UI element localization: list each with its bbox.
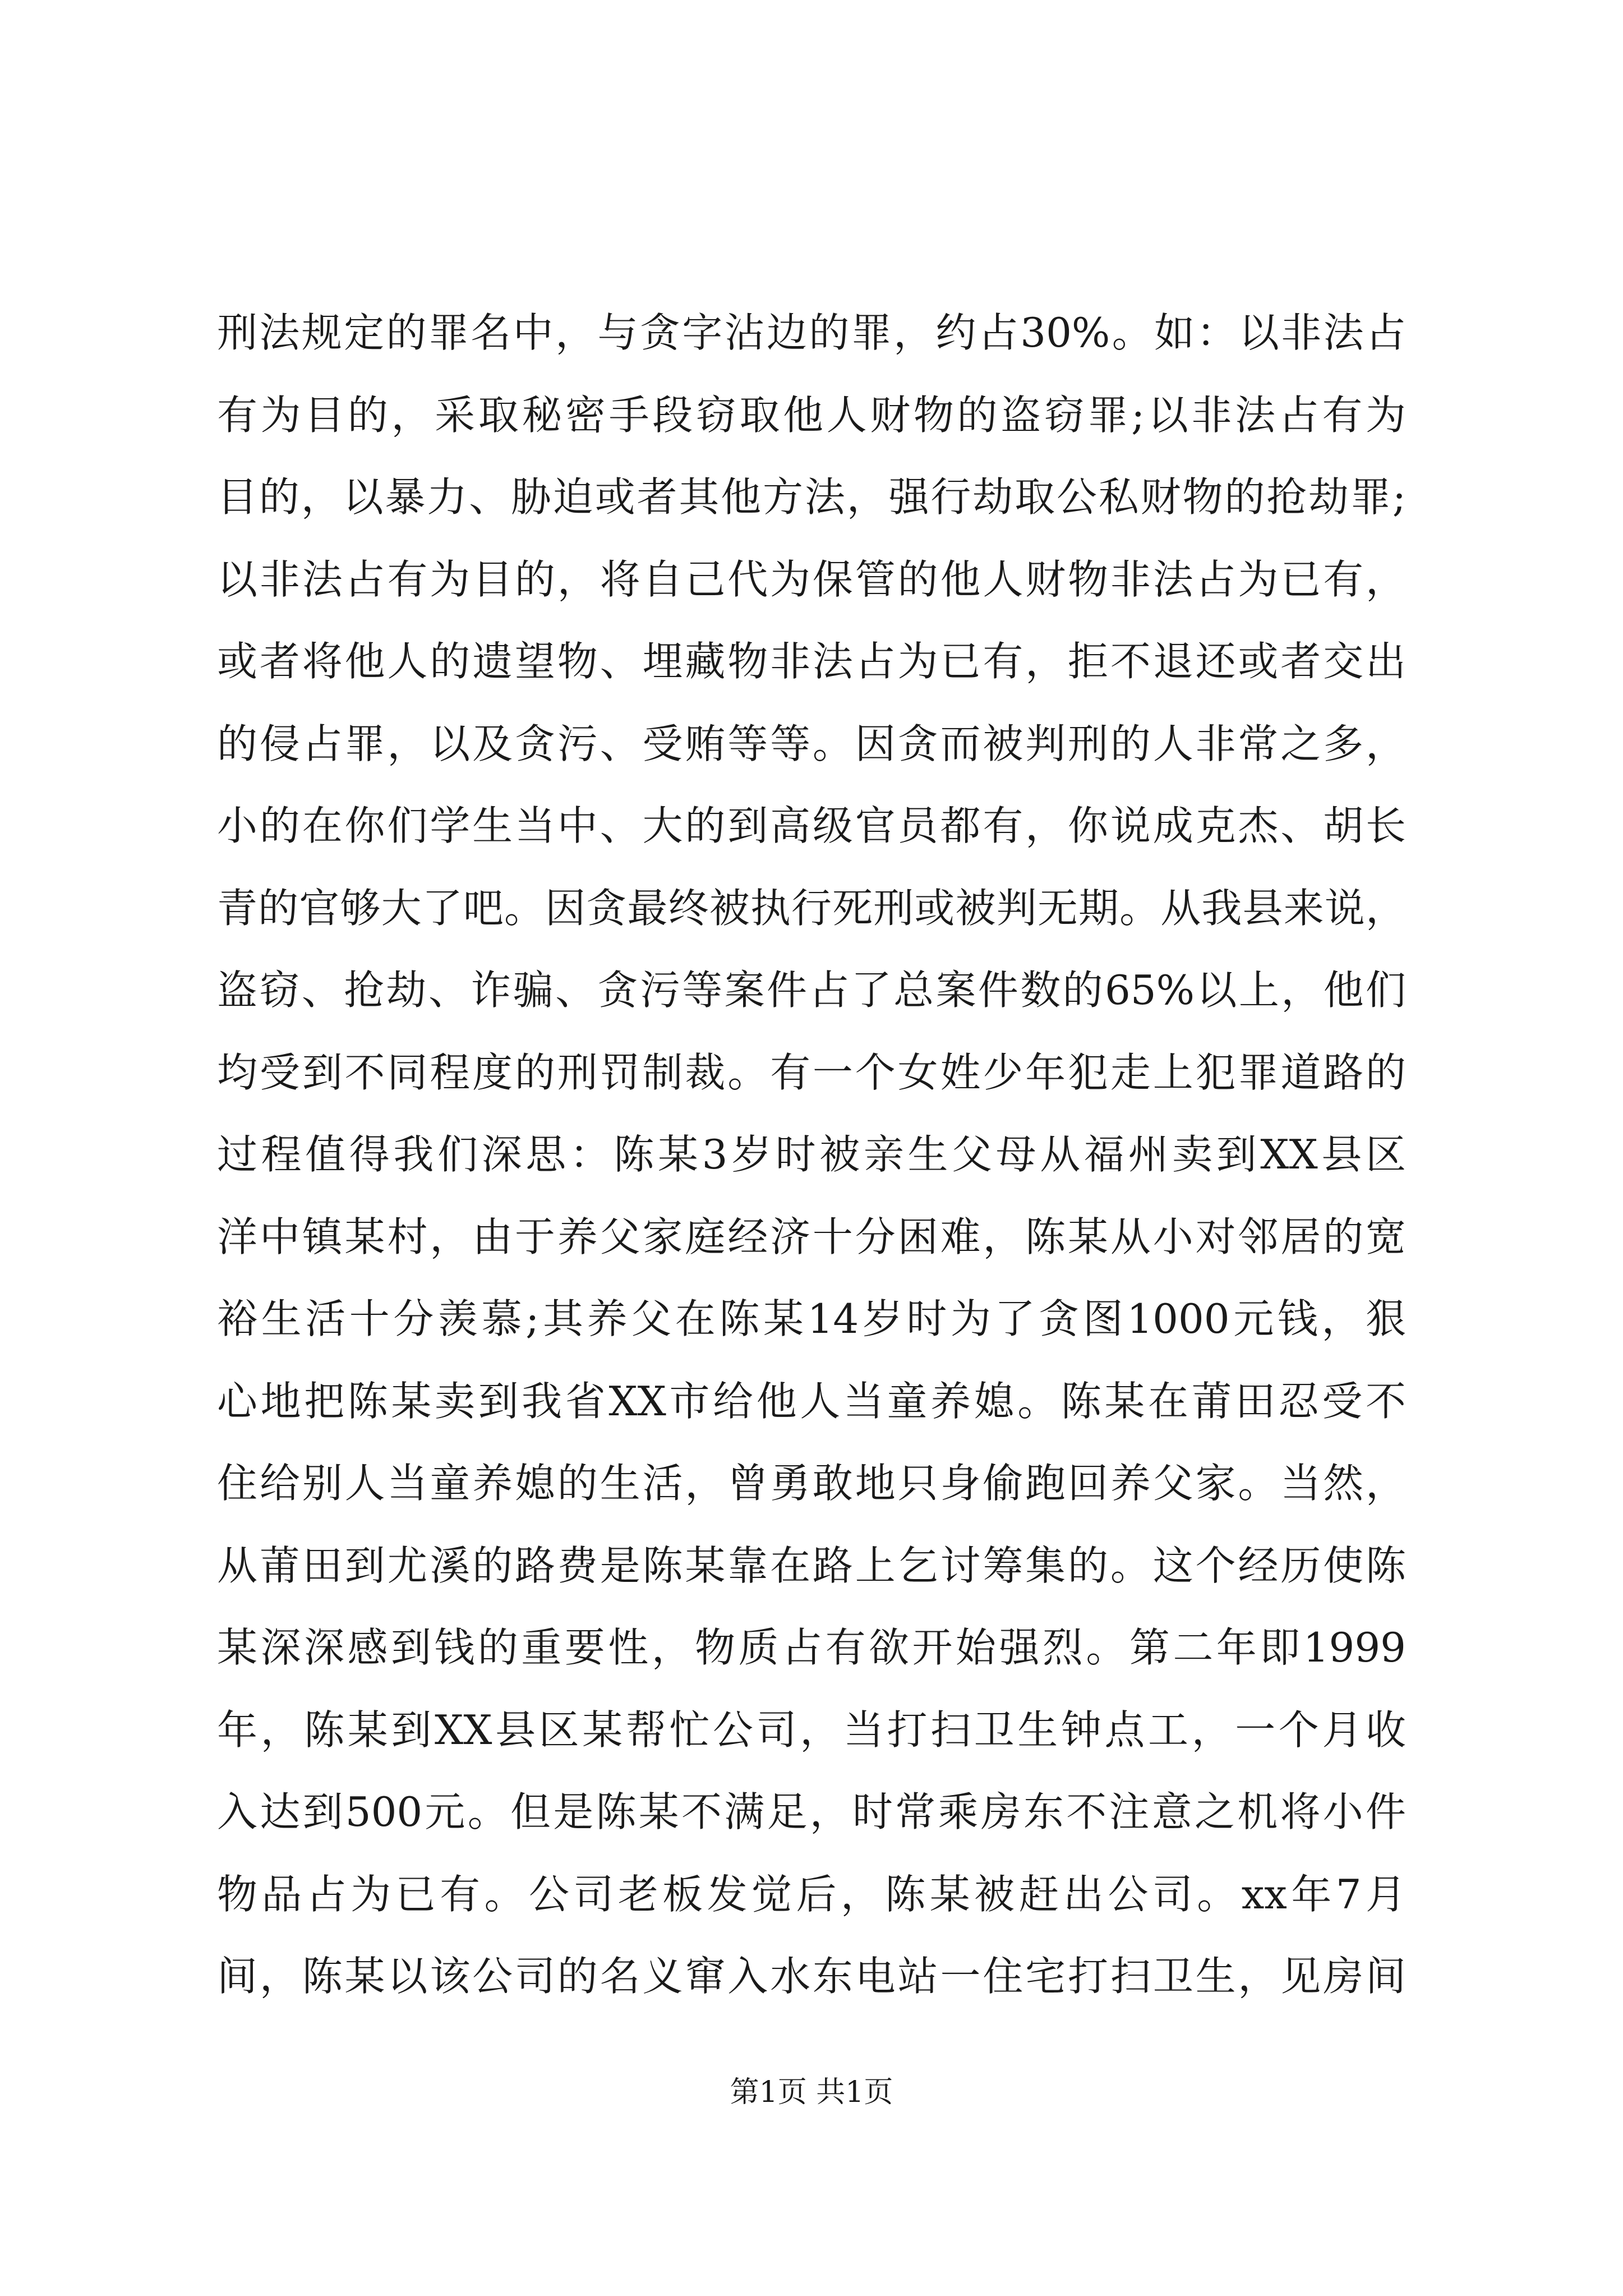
text-line: 的侵占罪，以及贪污、受贿等等。因贪而被判刑的人非常之多，: [217, 720, 1406, 767]
text-line: 物品占为已有。公司老板发觉后，陈某被赶出公司。xx年7月: [217, 1870, 1406, 1918]
text-line: 年，陈某到XX县区某帮忙公司，当打扫卫生钟点工，一个月收: [217, 1706, 1406, 1754]
text-line: 以非法占有为目的，将自己代为保管的他人财物非法占为已有，: [217, 555, 1406, 603]
text-line: 洋中镇某村，由于养父家庭经济十分困难，陈某从小对邻居的宽: [217, 1213, 1406, 1260]
text-line: 或者将他人的遗望物、埋藏物非法占为已有，拒不退还或者交出: [217, 638, 1406, 685]
page-number-label: 第1页 共1页: [730, 2076, 893, 2109]
text-line: 有为目的，采取秘密手段窃取他人财物的盗窃罪;以非法占有为: [217, 391, 1406, 439]
text-line: 刑法规定的罪名中，与贪字沾边的罪，约占30%。如：以非法占: [217, 309, 1406, 356]
text-line: 目的，以暴力、胁迫或者其他方法，强行劫取公私财物的抢劫罪;: [217, 473, 1406, 521]
text-line: 入达到500元。但是陈某不满足，时常乘房东不注意之机将小件: [217, 1788, 1406, 1835]
text-line: 间，陈某以该公司的名义窜入水东电站一住宅打扫卫生，见房间: [217, 1953, 1406, 2000]
text-line: 盗窃、抢劫、诈骗、贪污等案件占了总案件数的65%以上，他们: [217, 967, 1406, 1014]
text-line: 某深深感到钱的重要性，物质占有欲开始强烈。第二年即1999: [217, 1624, 1406, 1671]
text-line: 从莆田到尤溪的路费是陈某靠在路上乞讨筹集的。这个经历使陈: [217, 1542, 1406, 1589]
text-line: 小的在你们学生当中、大的到高级官员都有，你说成克杰、胡长: [217, 802, 1406, 849]
text-line: 青的官够大了吧。因贪最终被执行死刑或被判无期。从我县来说，: [217, 884, 1406, 932]
text-line: 过程值得我们深思：陈某3岁时被亲生父母从福州卖到XX县区: [217, 1131, 1406, 1178]
text-line: 裕生活十分羡慕;其养父在陈某14岁时为了贪图1000元钱，狠: [217, 1295, 1406, 1342]
text-line: 住给别人当童养媳的生活，曾勇敢地只身偷跑回养父家。当然，: [217, 1460, 1406, 1507]
page-footer: [0, 2070, 1623, 2115]
text-line: 均受到不同程度的刑罚制裁。有一个女姓少年犯走上犯罪道路的: [217, 1048, 1406, 1096]
body-paragraph: [217, 292, 1406, 2018]
text-line: 心地把陈某卖到我省XX市给他人当童养媳。陈某在莆田忍受不: [217, 1377, 1406, 1425]
